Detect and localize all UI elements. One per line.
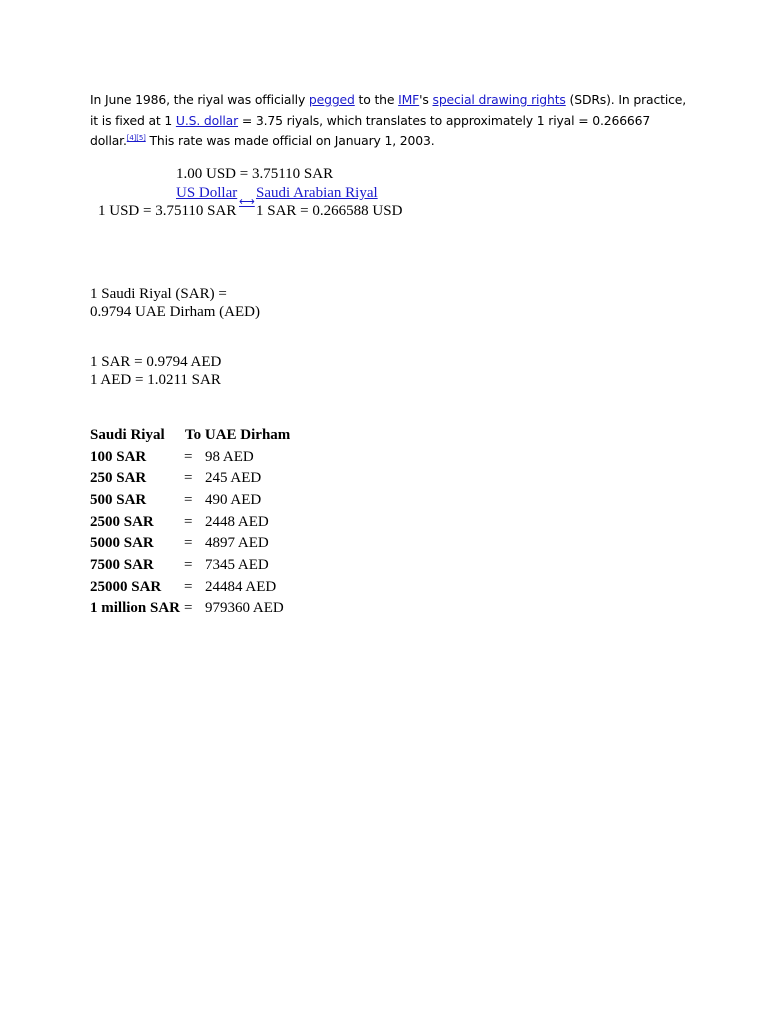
- summary-line-2: 0.9794 UAE Dirham (AED): [90, 304, 260, 320]
- link-imf[interactable]: IMF: [398, 92, 420, 107]
- equals-cell: =: [184, 448, 193, 465]
- table-row: [88, 511, 325, 533]
- sar-cell: 5000 SAR: [90, 535, 154, 552]
- swap-arrow-icon[interactable]: ⟷: [239, 196, 255, 208]
- rate-sar-to-aed: 1 SAR = 0.9794 AED: [90, 354, 222, 370]
- equals-cell: =: [184, 470, 193, 487]
- left-rate: 1 USD = 3.75110 SAR: [98, 203, 237, 219]
- aed-cell: 490 AED: [205, 491, 262, 508]
- aed-cell: 4897 AED: [205, 535, 269, 552]
- equals-cell: =: [184, 600, 193, 617]
- table-row: [88, 489, 325, 511]
- aed-cell: 7345 AED: [205, 556, 269, 573]
- table-row: [88, 576, 325, 598]
- sar-cell: 2500 SAR: [90, 513, 154, 530]
- equals-cell: =: [184, 556, 193, 573]
- column-header-to-uae-dirham: To UAE Dirham: [185, 427, 291, 443]
- link-pegged[interactable]: pegged: [308, 92, 355, 107]
- aed-cell: 24484 AED: [205, 578, 277, 595]
- link-special-drawing-rights[interactable]: special drawing rights: [432, 92, 566, 107]
- aed-cell: 245 AED: [205, 470, 262, 487]
- sar-cell: 500 SAR: [90, 491, 147, 508]
- sar-cell: 100 SAR: [90, 448, 147, 465]
- to-currency-link[interactable]: Saudi Arabian Riyal: [256, 185, 378, 201]
- rate-aed-to-sar: 1 AED = 1.0211 SAR: [90, 372, 221, 388]
- aed-cell: 2448 AED: [205, 513, 269, 530]
- paragraph-text: = 3.75 riyals, which translates to approximately 1 riyal = 0.266667 dollar.: [90, 112, 651, 148]
- paragraph-text: 's: [419, 92, 433, 107]
- intro-paragraph: [90, 90, 690, 152]
- link-us-dollar[interactable]: U.S. dollar: [175, 112, 239, 128]
- table-row: [88, 598, 325, 620]
- sar-cell: 1 million SAR: [90, 600, 181, 617]
- equals-cell: =: [184, 491, 193, 508]
- sar-cell: 250 SAR: [90, 470, 147, 487]
- table-row: [88, 467, 325, 489]
- aed-cell: 979360 AED: [205, 600, 284, 617]
- equals-cell: =: [184, 535, 193, 552]
- right-rate: 1 SAR = 0.266588 USD: [256, 203, 403, 219]
- reference-link[interactable]: [4][5]: [126, 134, 146, 142]
- paragraph-text: This rate was made official on January 1, 2003.: [145, 133, 435, 148]
- paragraph-text: In June 1986, the riyal was officially: [90, 92, 309, 107]
- table-row: [88, 532, 325, 554]
- aed-cell: 98 AED: [205, 448, 254, 465]
- converter-header: 1.00 USD = 3.75110 SAR: [176, 166, 334, 182]
- table-row: [88, 446, 325, 468]
- sar-cell: 25000 SAR: [90, 578, 162, 595]
- equals-cell: =: [184, 513, 193, 530]
- paragraph-text: to the: [354, 92, 399, 107]
- equals-cell: =: [184, 578, 193, 595]
- paragraph-text: (SDRs). In practice, it is fixed at 1: [90, 92, 687, 128]
- sar-cell: 7500 SAR: [90, 556, 154, 573]
- table-row: [88, 554, 325, 576]
- column-header-saudi-riyal: Saudi Riyal: [90, 426, 165, 443]
- from-currency-link[interactable]: US Dollar: [176, 185, 238, 201]
- conversion-table: [88, 424, 325, 619]
- summary-line-1: 1 Saudi Riyal (SAR) =: [90, 286, 227, 302]
